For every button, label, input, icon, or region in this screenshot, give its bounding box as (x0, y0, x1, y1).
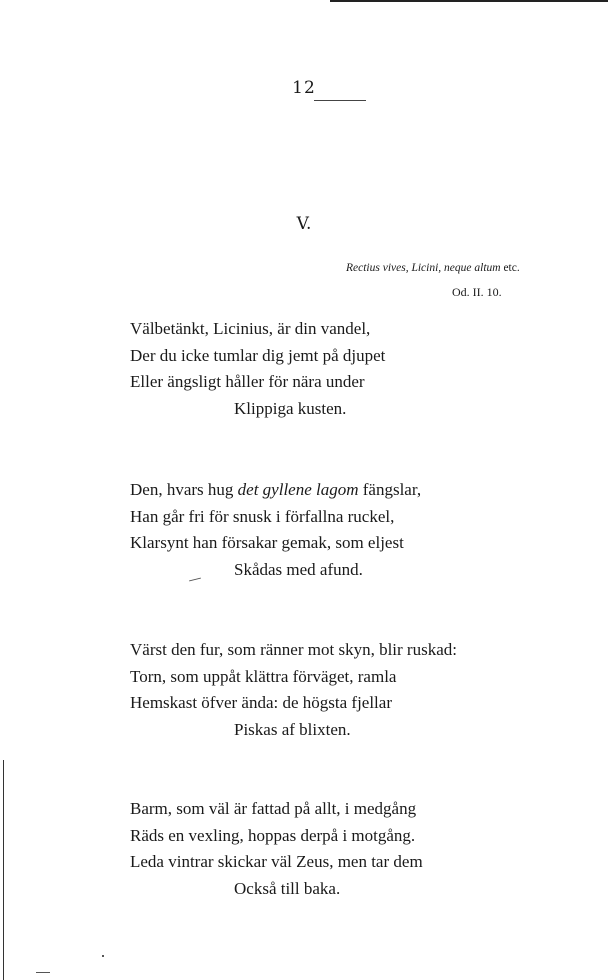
verse-line: Leda vintrar skickar väl Zeus, men tar dem (130, 852, 423, 871)
stanza-2 (130, 477, 421, 583)
verse-line: Eller ängsligt håller för nära under (130, 372, 365, 391)
epigraph-quote: Rectius vives, Licini, neque altum (346, 262, 501, 274)
binding-edge-line (3, 760, 4, 980)
stanza-3 (130, 637, 457, 743)
page-number: 12 (292, 78, 316, 98)
stanza-4 (130, 796, 423, 902)
verse-line: Torn, som uppåt klättra förväget, ramla (130, 666, 397, 686)
verse-line: Klarsynt han försakar gemak, som eljest (130, 533, 404, 552)
verse-line (130, 477, 421, 504)
page-number-underline (314, 100, 366, 101)
stanza-1 (130, 316, 385, 422)
verse-line-adonic: Piskas af blixten. (234, 719, 351, 739)
verse-line-adonic: Skådas med afund. (234, 559, 363, 579)
verse-line: Han går fri för snusk i förfallna ruckel, (130, 506, 395, 526)
epigraph-tail: etc. (500, 262, 520, 274)
top-edge-rule (330, 0, 608, 2)
verse-line: Hemskast öfver ända: de högsta fjellar (130, 693, 392, 712)
epigraph (346, 262, 520, 274)
verse-line-adonic: Klippiga kusten. (234, 398, 347, 418)
verse-line: Räds en vexling, hoppas derpå i motgång. (130, 825, 416, 845)
verse-line-adonic: Också till baka. (234, 878, 341, 898)
verse-line: Värst den fur, som ränner mot skyn, blir ruskad: (130, 640, 457, 659)
verse-line: Barm, som väl är fattad på allt, i medgång (130, 799, 417, 818)
poem-number: V. (296, 214, 312, 234)
verse-line: Välbetänkt, Licinius, är din vandel, (130, 319, 371, 338)
ink-speck (36, 972, 50, 973)
epigraph-source: Od. II. 10. (452, 285, 502, 299)
verse-fragment: fängslar, (358, 480, 422, 499)
verse-fragment: Den, hvars hug (130, 480, 238, 499)
verse-line: Der du icke tumlar dig jemt på djupet (130, 345, 386, 365)
verse-emphasis: det gyllene lagom (237, 480, 359, 499)
ink-speck (102, 955, 104, 957)
